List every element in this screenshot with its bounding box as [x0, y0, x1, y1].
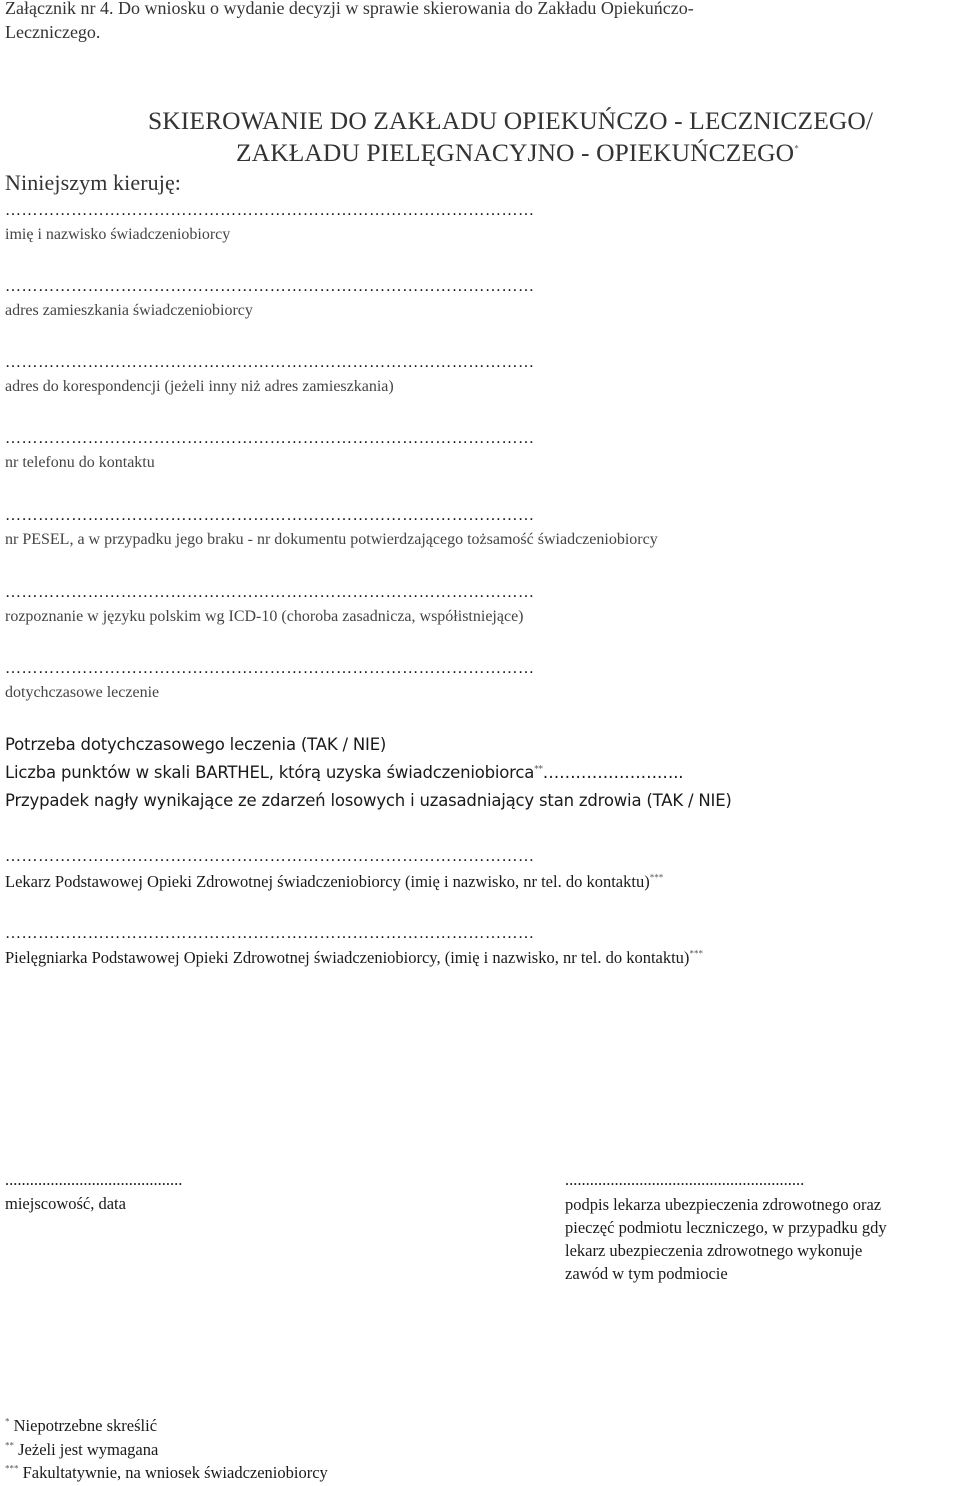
nurse-label	[5, 948, 703, 968]
footnote-2	[5, 1440, 158, 1460]
doctor-label-text: Lekarz Podstawowej Opieki Zdrowotnej świadczeniobiorcy (imię i nazwisko, nr tel. do kontaktu)	[5, 872, 650, 891]
signature-label-line3: lekarz ubezpieczenia zdrowotnego wykonuje	[565, 1241, 863, 1260]
field-dots-8[interactable]: ……………………………………………………………………………………	[5, 848, 535, 865]
nurse-label-text: Pielęgniarka Podstawowej Opieki Zdrowotnej świadczeniobiorcy, (imię i nazwisko, nr tel. do kontaktu)	[5, 948, 690, 967]
footnote-3-text: Fakultatywnie, na wniosek świadczeniobiorcy	[18, 1463, 328, 1482]
field-label-name: imię i nazwisko świadczeniobiorcy	[5, 226, 231, 243]
field-dots-2[interactable]: ……………………………………………………………………………………	[5, 278, 535, 295]
footnote-3	[5, 1463, 328, 1483]
title-footnote-mark: *	[794, 143, 799, 154]
footnote-3-mark: ***	[5, 1463, 19, 1474]
field-dots-5[interactable]: ……………………………………………………………………………………	[5, 507, 535, 524]
footnote-1	[5, 1416, 157, 1436]
field-dots-9[interactable]: ……………………………………………………………………………………	[5, 925, 535, 942]
document-title-line1: SKIEROWANIE DO ZAKŁADU OPIEKUŃCZO - LECZNICZEGO/	[148, 106, 874, 135]
footnote-1-text: Niepotrzebne skreślić	[9, 1416, 158, 1435]
signature-label-line2: pieczęć podmiotu leczniczego, w przypadku gdy	[565, 1218, 887, 1237]
footnote-1-mark: *	[5, 1416, 10, 1427]
doctor-footnote-mark: ***	[649, 872, 664, 883]
signature-label-line4: zawód w tym podmiocie	[565, 1264, 728, 1283]
field-label-address: adres zamieszkania świadczeniobiorcy	[5, 302, 253, 319]
field-dots-4[interactable]: ……………………………………………………………………………………	[5, 430, 535, 447]
signature-dots[interactable]: ..........................................................	[565, 1170, 805, 1189]
document-title-line2	[236, 138, 799, 168]
field-dots-7[interactable]: ……………………………………………………………………………………	[5, 660, 535, 677]
field-label-phone: nr telefonu do kontaktu	[5, 454, 155, 471]
footnote-2-text: Jeżeli jest wymagana	[14, 1440, 159, 1459]
field-dots-3[interactable]: ……………………………………………………………………………………	[5, 354, 535, 371]
document-title-line2-text: ZAKŁADU PIELĘGNACYJNO - OPIEKUŃCZEGO	[236, 138, 795, 167]
intro-text: Niniejszym kieruję:	[5, 170, 182, 195]
barthel-dots[interactable]: ……………………..	[542, 763, 684, 782]
doctor-label	[5, 872, 663, 892]
place-date-dots[interactable]: ...........................................	[5, 1170, 183, 1189]
field-label-correspondence: adres do korespondencji (jeżeli inny niż adres zamieszkania)	[5, 378, 394, 395]
question-continuation: Potrzeba dotychczasowego leczenia (TAK / NIE)	[5, 735, 387, 754]
nurse-footnote-mark: ***	[689, 948, 703, 959]
field-dots-1[interactable]: ……………………………………………………………………………………	[5, 202, 535, 219]
barthel-footnote-mark: **	[534, 764, 543, 775]
signature-label-line1: podpis lekarza ubezpieczenia zdrowotnego oraz	[565, 1195, 882, 1214]
footnote-2-mark: **	[5, 1440, 14, 1451]
field-dots-6[interactable]: ……………………………………………………………………………………	[5, 584, 535, 601]
field-label-treatment: dotychczasowe leczenie	[5, 684, 160, 701]
place-date-label: miejscowość, data	[5, 1194, 126, 1213]
question-sudden-case: Przypadek nagły wynikające ze zdarzeń losowych i uzasadniający stan zdrowia (TAK / NIE)	[5, 791, 732, 810]
attachment-header-line2: Leczniczego.	[5, 22, 101, 42]
question-barthel-text: Liczba punktów w skali BARTHEL, którą uzyska świadczeniobiorca	[5, 763, 535, 782]
field-label-pesel: nr PESEL, a w przypadku jego braku - nr dokumentu potwierdzającego tożsamość świadczeniobiorcy	[5, 531, 658, 548]
attachment-header-line1: Załącznik nr 4. Do wniosku o wydanie decyzji w sprawie skierowania do Zakładu Opiekuńczo-	[5, 0, 694, 18]
field-label-diagnosis: rozpoznanie w języku polskim wg ICD-10 (choroba zasadnicza, współistniejące)	[5, 608, 524, 625]
question-barthel	[5, 763, 683, 782]
